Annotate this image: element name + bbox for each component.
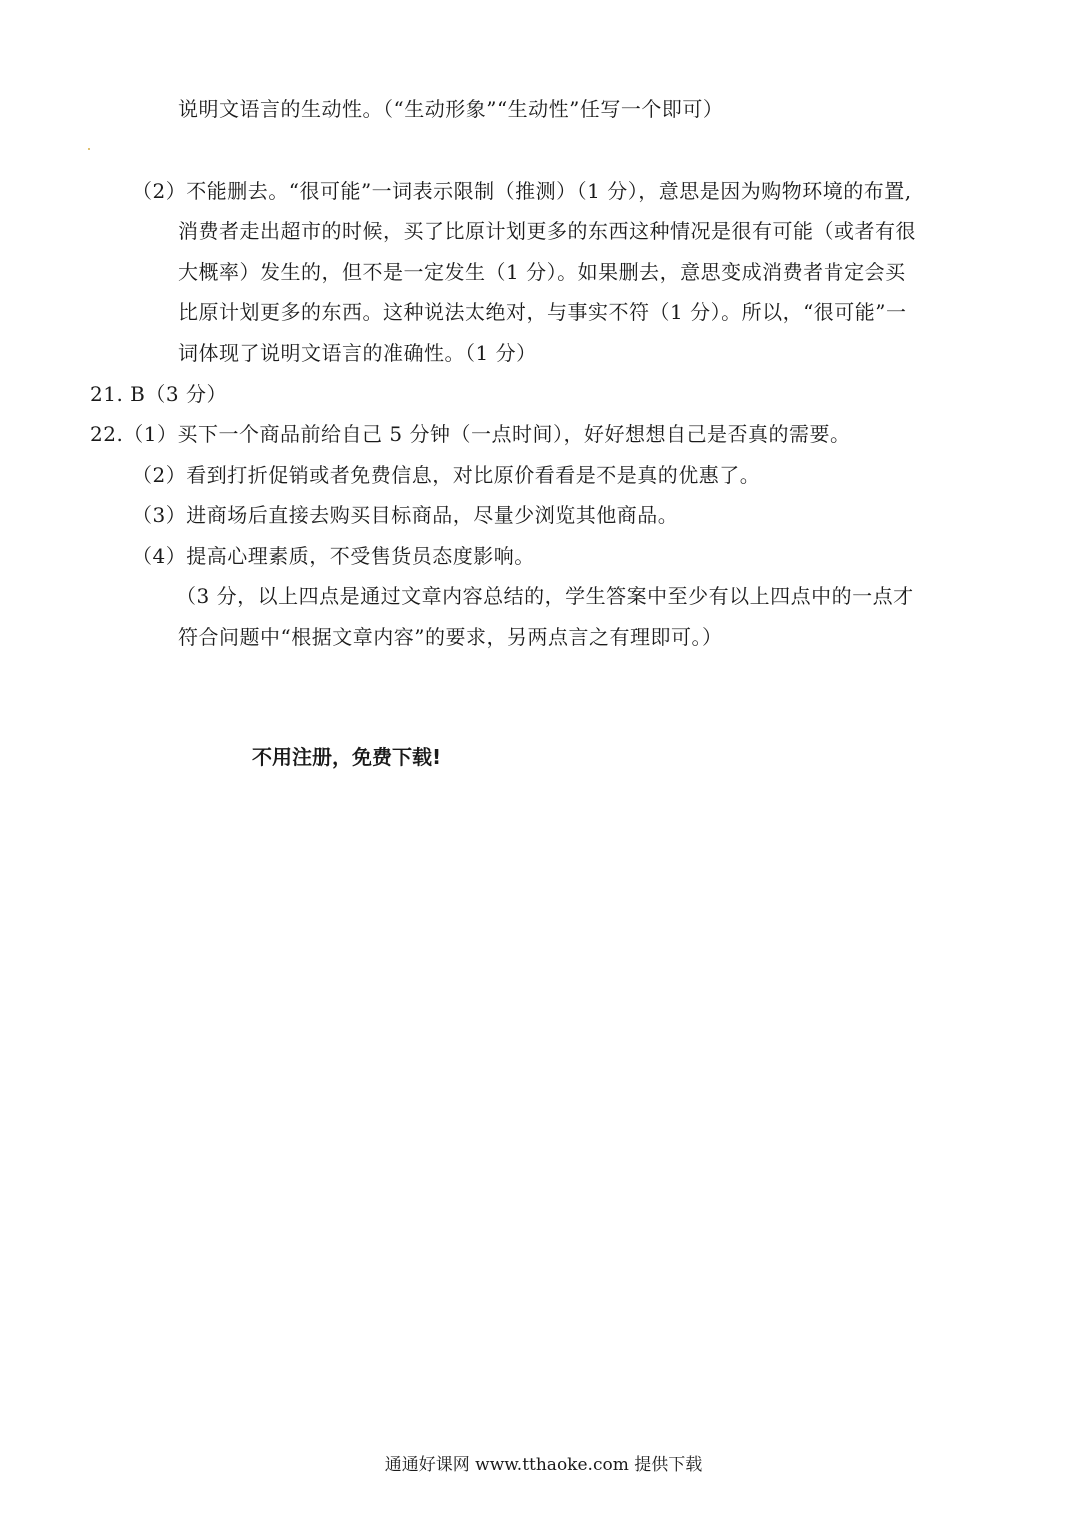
promo-text: 不用注册，免费下载! (252, 745, 442, 769)
question-22-item-3: （3）进商场后直接去购买目标商品，尽量少浏览其他商品。 (132, 503, 679, 527)
scoring-note-line-2: 符合问题中“根据文章内容”的要求，另两点言之有理即可。） (178, 625, 723, 649)
footer-credit: 通通好课网 www.tthaoke.com 提供下载 (384, 1455, 703, 1475)
answer-line-1: 说明文语言的生动性。（“生动形象”“生动性”任写一个即可） (178, 97, 724, 121)
answer-line-4: 大概率）发生的，但不是一定发生（1 分）。如果删去，意思变成消费者肯定会买 (178, 260, 906, 284)
question-22-item-1: 22.（1）买下一个商品前给自己 5 分钟（一点时间），好好想想自己是否真的需要。 (90, 422, 851, 446)
question-22-item-2: （2）看到打折促销或者免费信息，对比原价看看是不是真的优惠了。 (132, 463, 761, 487)
answer-line-6: 词体现了说明文语言的准确性。（1 分） (178, 341, 537, 365)
question-21-answer: 21. B（3 分） (90, 382, 227, 406)
answer-line-5: 比原计划更多的东西。这种说法太绝对，与事实不符（1 分）。所以，“很可能”一 (178, 300, 907, 324)
answer-line-3: 消费者走出超市的时候，买了比原计划更多的东西这种情况是很有可能（或者有很 (178, 219, 916, 243)
speck-mark (88, 148, 90, 150)
answer-line-2: （2）不能删去。“很可能”一词表示限制（推测）（1 分），意思是因为购物环境的布置, (132, 179, 912, 203)
scoring-note-line-1: （3 分，以上四点是通过文章内容总结的，学生答案中至少有以上四点中的一点才 (176, 584, 914, 608)
question-22-item-4: （4）提高心理素质，不受售货员态度影响。 (132, 544, 535, 568)
